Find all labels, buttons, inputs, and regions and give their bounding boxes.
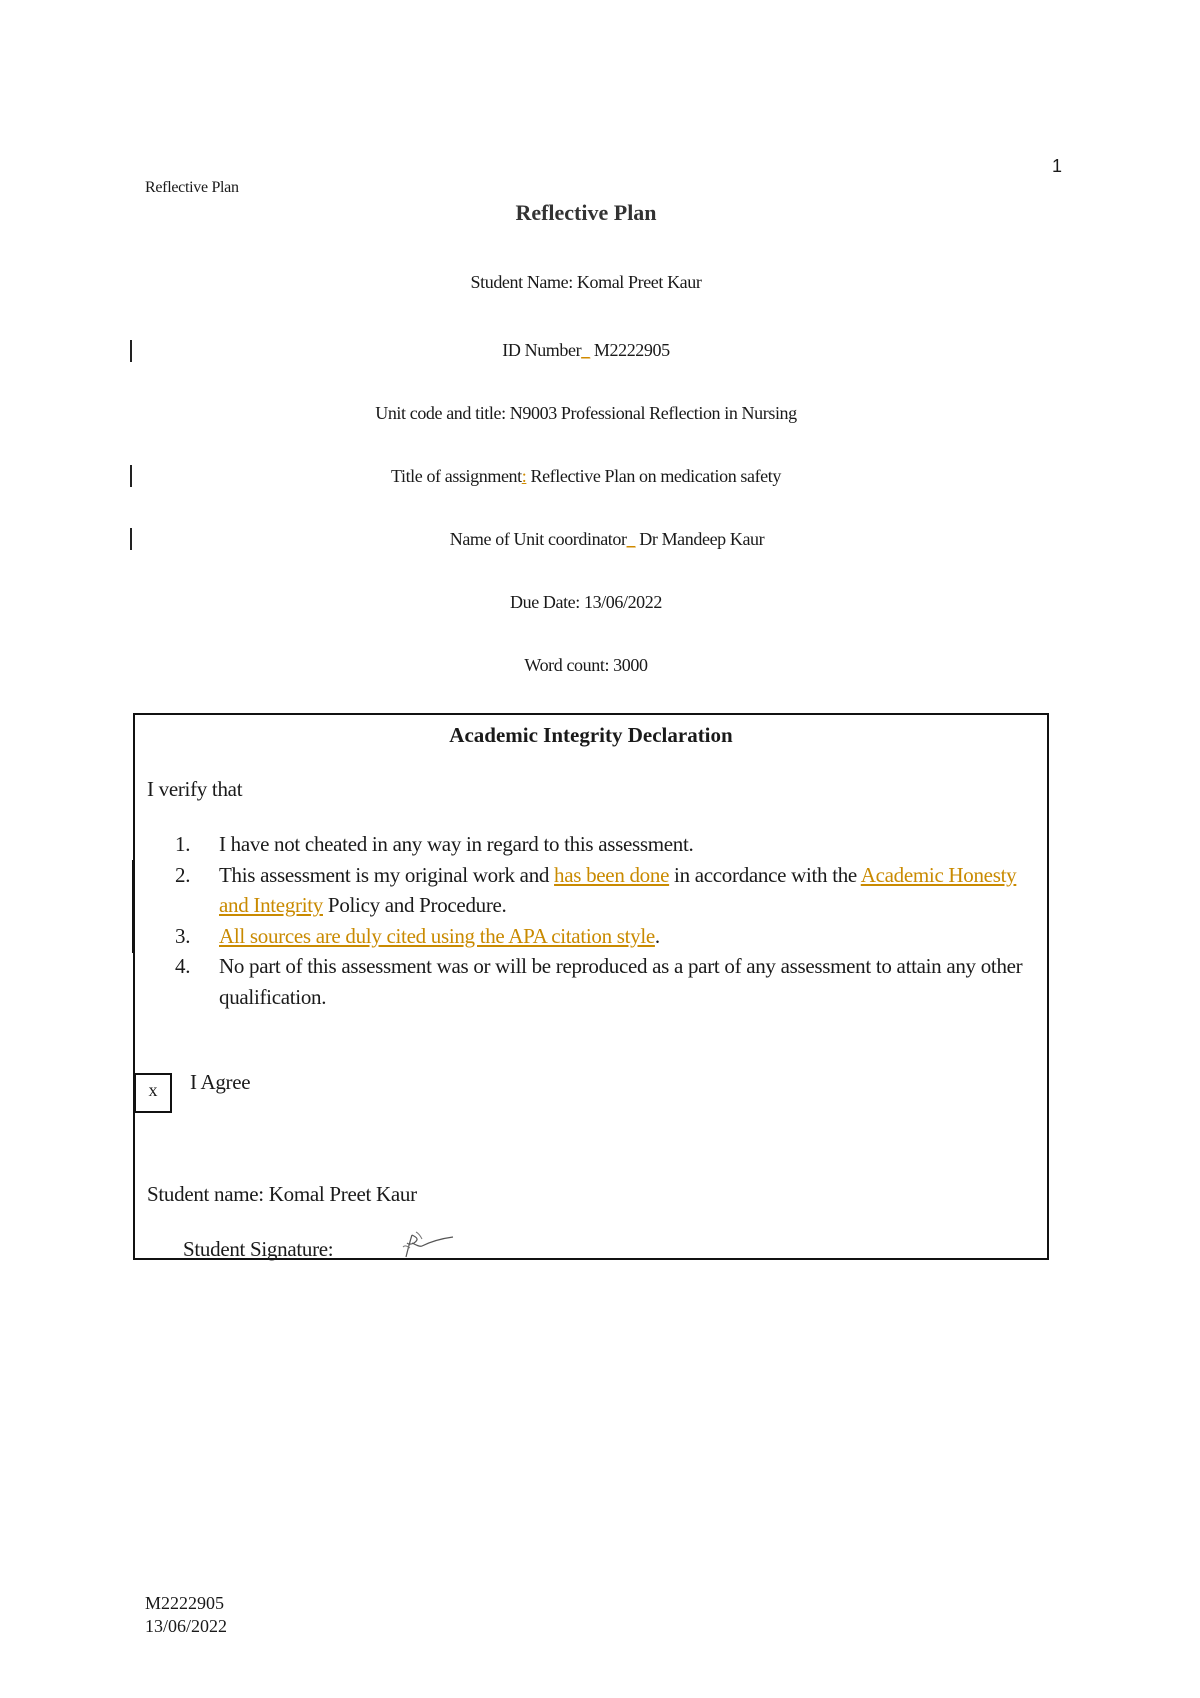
item-text: . xyxy=(654,923,660,948)
declaration-item xyxy=(175,951,1035,1012)
coordinator-value: Dr Mandeep Kaur xyxy=(635,529,765,549)
item-text: Policy and Procedure. xyxy=(322,893,507,917)
page-number: 1 xyxy=(1052,156,1063,176)
footer-id: M2222905 xyxy=(145,1593,225,1613)
footer-date: 13/06/2022 xyxy=(145,1616,228,1636)
word-count-line: Word count: 3000 xyxy=(524,655,648,675)
agree-checkbox[interactable] xyxy=(134,1073,172,1113)
declaration-intro: I verify that xyxy=(147,777,243,801)
signature-label: Student Signature: xyxy=(183,1237,334,1261)
unit-line: Unit code and title: N9003 Professional Reflection in Nursing xyxy=(375,403,797,423)
agree-label: I Agree xyxy=(190,1070,251,1094)
highlighted-text: All sources are duly cited using the APA citation style xyxy=(219,923,655,948)
signature-image xyxy=(398,1227,458,1261)
coordinator-label: Name of Unit coordinator xyxy=(449,529,627,549)
change-bar xyxy=(132,860,135,923)
item-number: 1. xyxy=(175,832,191,856)
declaration-item xyxy=(175,921,1035,952)
item-text: in accordance with the xyxy=(669,862,861,887)
assignment-title-line xyxy=(0,466,1172,487)
assignment-label: Title of assignment xyxy=(391,466,522,486)
declaration-list xyxy=(175,829,1035,1012)
running-head: Reflective Plan xyxy=(145,179,239,196)
declaration-box xyxy=(133,713,1049,1260)
due-date-line: Due Date: 13/06/2022 xyxy=(510,592,662,612)
item-number: 3. xyxy=(175,923,191,948)
checkbox-mark: x xyxy=(148,1080,158,1100)
highlighted-text: Academic Honesty and Integrity xyxy=(219,862,1017,917)
id-number-value: M2222905 xyxy=(589,340,670,360)
item-number: 2. xyxy=(175,862,191,887)
change-bar xyxy=(132,923,135,953)
id-number-separator: _ xyxy=(581,340,590,360)
item-number: 4. xyxy=(175,954,191,978)
item-text: This assessment is my original work and xyxy=(219,862,555,887)
student-name-declaration: Student name: Komal Preet Kaur xyxy=(147,1182,417,1206)
id-number-line xyxy=(0,340,1172,361)
document-title: Reflective Plan xyxy=(515,200,657,225)
assignment-value: Reflective Plan on medication safety xyxy=(526,466,781,486)
id-number-label: ID Number xyxy=(502,340,582,360)
item-text: No part of this assessment was or will be reproduced as a part of any assessment to attain any other qualification. xyxy=(219,954,1023,1009)
highlighted-text: has been done xyxy=(554,862,670,887)
student-name-line: Student Name: Komal Preet Kaur xyxy=(470,272,702,292)
coordinator-line xyxy=(0,529,1172,550)
assignment-separator: : xyxy=(521,466,527,486)
declaration-title: Academic Integrity Declaration xyxy=(449,723,733,747)
coordinator-separator: _ xyxy=(626,529,636,549)
declaration-item xyxy=(175,860,1035,921)
item-text: I have not cheated in any way in regard to this assessment. xyxy=(219,832,694,856)
declaration-item xyxy=(175,829,1035,860)
